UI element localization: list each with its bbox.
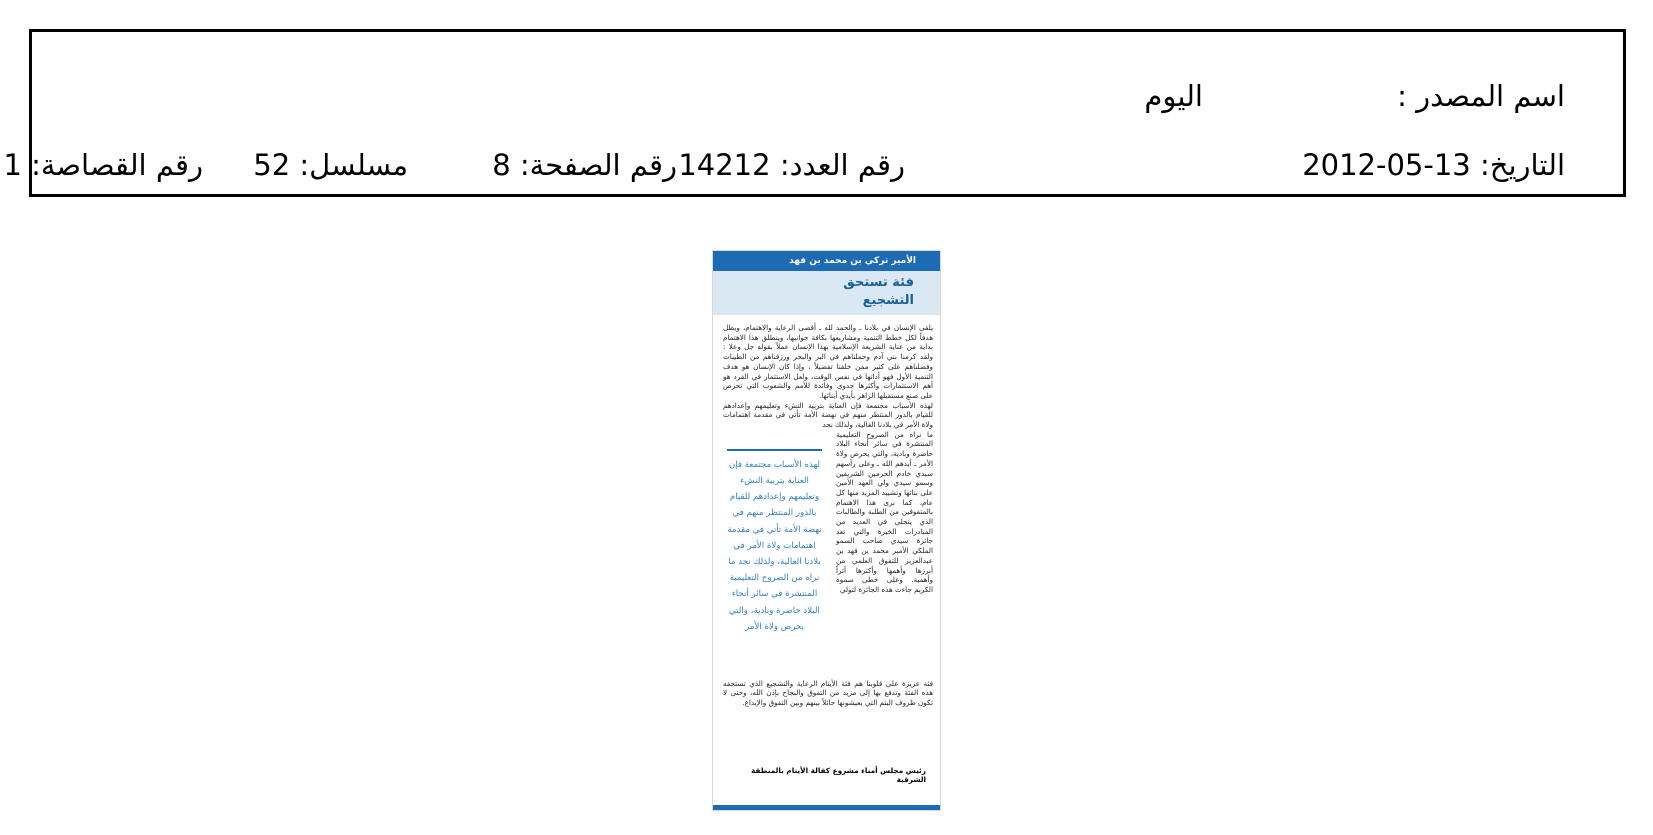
issue-label: رقم العدد: [779,148,905,182]
source-row [32,74,1623,118]
serial-value: 52 [253,148,291,182]
issue-value: 14212 [678,148,771,182]
pull-quote-rule [727,449,822,451]
date-value: 2012-05-13 [1302,148,1471,182]
paragraph-1: يلقى الإنسان في بلادنا ـ والحمد لله ـ أقصى الرعاية والاهتمام، ويظل هدفاً لكل خطط التنمية ومشاريعها بكافة جوانبها، وينطلق هذا الاهتمام بداية من عناية الشريعة الإسلامية بهذا الإنسان عملاً بقوله جل وعلا : ولقد كرمنا بني آدم وحملناهم في البر والبحر ورزقناهم من الطيبات وفضلناهم على كثير ممن خلقنا تفضيلاً ، وإذا كان الإنسان هو هدف التنمية الأول فهو أداتها في نفس الوقت، ولعل الاستثمار في الفرد هو أهم الاستثمارات وأكثرها جدوى وفائدة للأمم والشعوب التي تحرص على صنع مستقبلها الزاهر بأيدي أبنائها. [723,323,933,400]
serial-field [253,143,408,187]
bottom-rule [713,805,940,810]
author-signature: رئيس مجلس أمناء مشروع كفالة الأيتام بالمنطقة الشرقية [750,766,926,784]
page-label: رقم الصفحة: [519,148,677,182]
two-column-section [723,430,933,676]
metadata-box [3,29,1626,197]
paragraph-2: لهذه الأسباب مجتمعة فإن العناية بتربية النشء وتعليمهم وإعدادهم للقيام بالدور المنتظر منهم في نهضة الأمة تأتي في مقدمة اهتمامات ولاة الأمر في بلادنا الغالية، ولذلك نجد [723,400,933,430]
clip-field [3,143,203,187]
page-field [492,143,677,187]
page-value: 8 [492,148,511,182]
newspaper-clipping [713,251,940,810]
clip-value: 1 [3,148,22,182]
pull-quote: لهذه الأسباب مجتمعة فإن العناية بتربية النشء وتعليمهم وإعدادهم للقيام بالدور المنتظر منهم في نهضة الأمة تأتي في مقدمة اهتمامات ولاة الأمر في بلادنا الغالية، ولذلك نجد ما نراه من الصروح التعليمية المنتشرة في سائر أنحاء البلاد حاضرة وبادية، والتي يحرص ولاة الأمر [727,459,822,632]
author-bar: الأمير تركي بن محمد بن فهد [713,251,940,271]
article-title: فئة تستحق التشجيع [843,275,914,308]
date-label: التاريخ: [1479,148,1565,182]
details-row [3,143,1623,187]
serial-label: مسلسل: [299,148,408,182]
source-label: اسم المصدر : [1397,79,1565,113]
paragraph-3: فئة عزيزة على قلوبنا هم فئة الأيتام الرعاية والتشجيع الذي تستحقه هذه الفئة وتدفع بها إلى مزيد من التفوق والنجاح بإذن الله، وحتى لا تكون ظروف اليتم التي يعيشونها حائلاً بينهم وبين التفوق والإبداع. [723,678,933,708]
source-value: اليوم [1144,79,1203,113]
issue-field [678,143,905,187]
clip-label: رقم القصاصة: [31,148,203,182]
date-field [1302,143,1565,187]
column-text: ما نراه من الصروح التعليمية المنتشرة في سائر أنحاء البلاد حاضرة وبادية، والتي يحرص ولاة الأمر ـ أيدهم الله ـ وعلى رأسهم سيدي خادم الحرمين الشريفين وسمو سيدي ولي العهد الأمين على بنائها وتشييد المزيد منها كل عام، كما نرى هذا الاهتمام بالمتفوقين من الطلبة والطالبات الذي يتجلى في العديد من المبادرات الخيرة والتي تعد جائزة سيدي صاحب السمو الملكي الأمير محمد بن فهد بن عبدالعزيز للتفوق العلمي من أبرزها وأهمها وأكثرها أثراً وأهمية. وعلى خطى سموه الكريم جاءت هذه الجائزة لتولي [836,429,933,594]
article-body [723,323,933,708]
